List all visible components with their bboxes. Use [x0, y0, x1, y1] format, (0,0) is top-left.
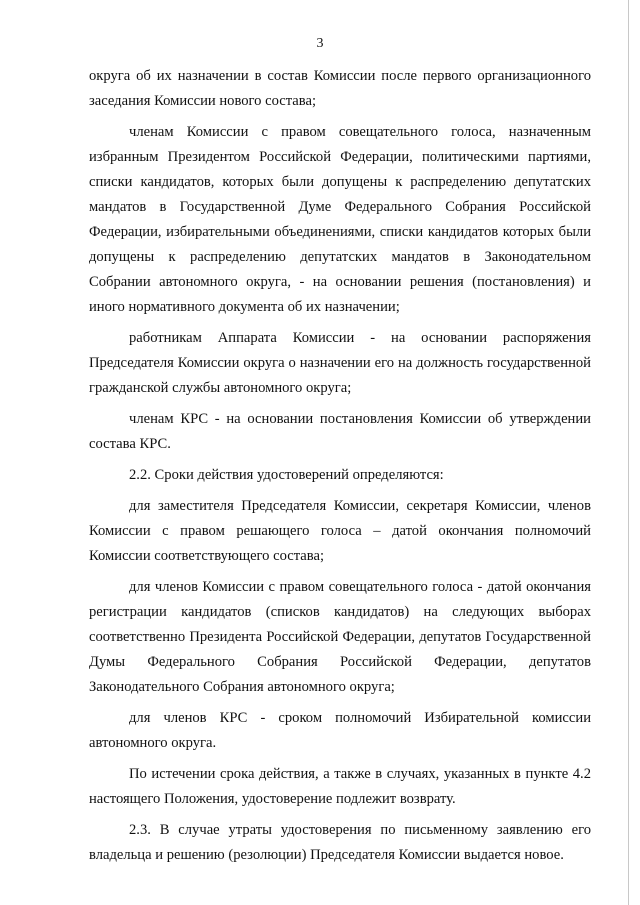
paragraph-section-2-2: 2.2. Сроки действия удостоверений определяются: — [129, 467, 444, 483]
paragraph-section-2-3: 2.3. В случае утраты удостоверения по письменному заявлению его владельца и решению (резолюции) Председателя Комиссии выдается новое. — [89, 822, 591, 863]
paragraph-krs-members: членам КРС - на основании постановления Комиссии об утверждении состава КРС. — [89, 411, 591, 452]
paragraph-return-rule: По истечении срока действия, а также в случаях, указанных в пункте 4.2 настоящего Положения, удостоверение подлежит возврату. — [89, 766, 591, 807]
paragraph-continuation: округа об их назначении в состав Комиссии после первого организационного заседания Комиссии нового состава; — [89, 68, 591, 109]
paragraph-deputy-chair-term: для заместителя Председателя Комиссии, секретаря Комиссии, членов Комиссии с правом решающего голоса – датой окончания полномочий Комиссии соответствующего состава; — [89, 498, 591, 564]
paragraph-advisory-term: для членов Комиссии с правом совещательного голоса - датой окончания регистрации кандидатов (списков кандидатов) на следующих выборах соответственно Президента Российской Федерации, депутатов Государственной Думы Федерального Собрания Российской Федерации, депутатов Законодательного Собрания автономного округа; — [89, 579, 591, 695]
paragraph-krs-term: для членов КРС - сроком полномочий Избирательной комиссии автономного округа. — [89, 710, 591, 751]
scan-margin-line — [628, 0, 629, 905]
page-number: 3 — [316, 36, 324, 51]
paragraph-advisory-members: членам Комиссии с правом совещательного голоса, назначенным избранным Президентом Российской Федерации, политическими партиями, списки кандидатов, которых были допущены к распределению депутатских мандатов в Государственной Думе Федерального Собрания Российской Федерации, избирательными объединениями, списки кандидатов которых были допущены к распределению депутатских мандатов в Законодательном Собрании автономного округа, - на основании решения (постановления) и иного нормативного документа об их назначении; — [89, 124, 591, 315]
document-body — [89, 64, 591, 874]
paragraph-apparatus-staff: работникам Аппарата Комиссии - на основании распоряжения Председателя Комиссии округа о назначении его на должность государственной гражданской службы автономного округа; — [89, 330, 591, 396]
